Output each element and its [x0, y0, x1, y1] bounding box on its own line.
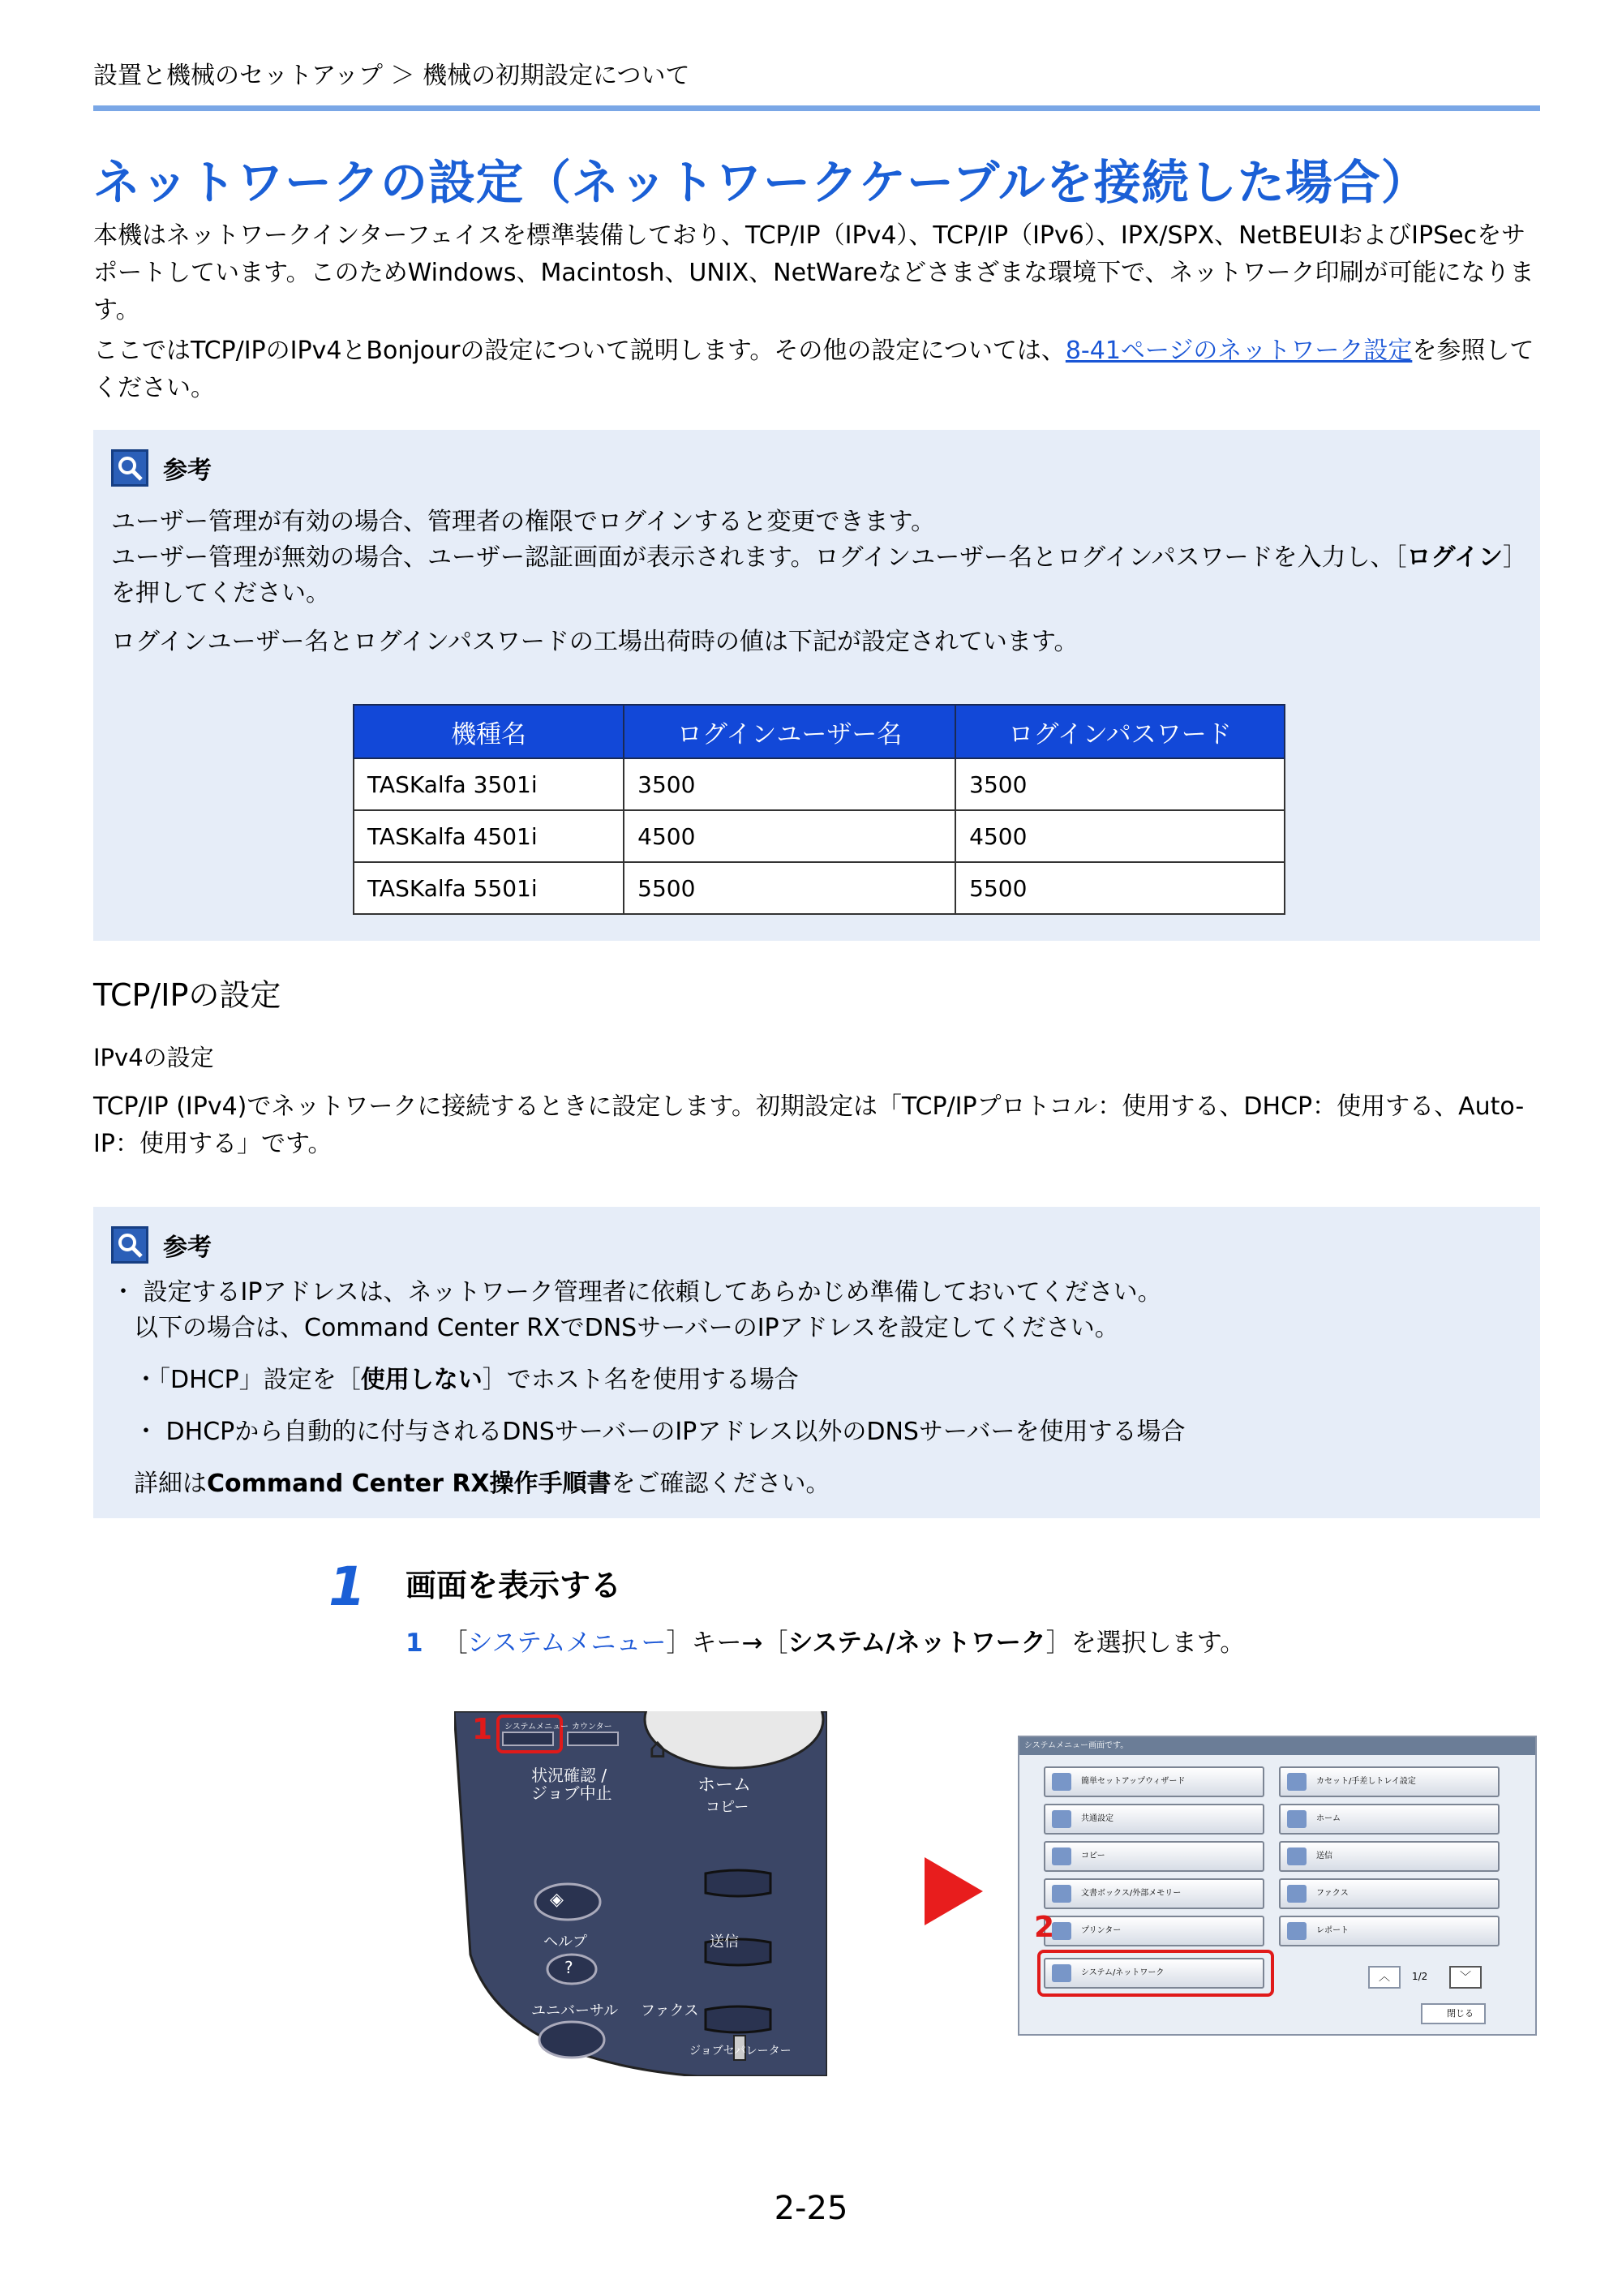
- arrow-right-icon: [925, 1857, 983, 1925]
- send-icon: [1287, 1848, 1307, 1865]
- sub1-tail: ］でホスト名を使用する場合: [482, 1366, 799, 1394]
- table-header: ログインパスワード: [955, 705, 1285, 758]
- home-settings-button[interactable]: [1279, 1804, 1500, 1835]
- wizard-icon: [1052, 1773, 1071, 1791]
- fax-key-label[interactable]: ファクス: [641, 2002, 699, 2019]
- job-separator-label: ジョブセパレーター: [689, 2045, 792, 2058]
- button-label: 送信: [1316, 1852, 1332, 1860]
- page-down-icon[interactable]: ﹀: [1449, 1966, 1482, 1989]
- detail-tail: をご確認ください。: [611, 1470, 830, 1498]
- note1-line1: ユーザー管理が有効の場合、管理者の権限でログインすると変更できます。: [111, 508, 936, 536]
- note2-sub-bullet-2: ・ DHCPから自動的に付与されるDNSサーバーのIPアドレス以外のDNSサーバーを使用する場合: [134, 1418, 1186, 1446]
- table-row: [354, 758, 1285, 810]
- button-label: ホーム: [1316, 1814, 1341, 1823]
- copy-settings-button[interactable]: [1044, 1841, 1264, 1872]
- common-settings-icon: [1052, 1810, 1071, 1828]
- network-settings-link[interactable]: 8-41ページのネットワーク設定: [1065, 337, 1413, 365]
- help-icon: ?: [564, 1958, 573, 1977]
- home-icon: ⌂: [649, 1732, 667, 1765]
- substep-text: ］キー→［: [666, 1629, 788, 1658]
- note-box-1: [93, 430, 1540, 941]
- button-label: 文書ボックス/外部メモリー: [1081, 1889, 1182, 1898]
- note2-sub-bullet-1: ・「DHCP」設定を［使用しない］でホスト名を使用する場合: [134, 1366, 799, 1394]
- note1-line2-tail: ］を押してください。: [111, 543, 1527, 607]
- page-up-icon[interactable]: ︿: [1368, 1966, 1401, 1989]
- document-box-button[interactable]: [1044, 1878, 1264, 1909]
- common-settings-button[interactable]: [1044, 1804, 1264, 1835]
- home-icon: [1287, 1810, 1307, 1828]
- report-button[interactable]: [1279, 1916, 1500, 1946]
- table-cell: 5500: [624, 862, 955, 914]
- page-number: 2-25: [774, 2190, 848, 2227]
- page-indicator: 1/2: [1412, 1971, 1428, 1982]
- note-box-2: [93, 1207, 1540, 1518]
- table-cell: TASKalfa 4501i: [354, 810, 624, 862]
- system-menu-link[interactable]: システムメニュー: [467, 1629, 667, 1658]
- system-network-highlight: [1037, 1950, 1274, 1997]
- header-rule: [93, 105, 1540, 111]
- magnifier-icon: [111, 1226, 148, 1264]
- table-cell: 4500: [624, 810, 955, 862]
- note-header: [111, 449, 212, 487]
- send-key-label[interactable]: 送信: [710, 1933, 739, 1951]
- note2-bullet1-text: 設定するIPアドレスは、ネットワーク管理者に依頼してあらかじめ準備しておいてください。: [143, 1278, 1162, 1307]
- manual-name: Command Center RX操作手順書: [207, 1470, 611, 1498]
- substep-text: ［: [442, 1629, 468, 1658]
- intro-paragraph-1: 本機はネットワークインターフェイスを標準装備しており、TCP/IP（IPv4）、TCP/IP（IPv6）、IPX/SPX、NetBEUIおよびIPSecをサポートしています。このためWindows、Macintosh、UNIX、NetWareなどさまざまな環境下で、ネットワーク印刷が可能になります。: [93, 221, 1534, 324]
- system-network-label: システム/ネットワーク: [787, 1629, 1046, 1658]
- copy-key-label[interactable]: コピー: [706, 1799, 749, 1816]
- subsection-heading: IPv4の設定: [93, 1044, 214, 1071]
- callout-marker-1: 1: [472, 1713, 493, 1746]
- close-button[interactable]: [1421, 2003, 1486, 2024]
- cassette-settings-button[interactable]: [1279, 1766, 1500, 1797]
- table-cell: 3500: [624, 758, 955, 810]
- button-label: レポート: [1316, 1926, 1349, 1935]
- login-defaults-table: [353, 704, 1285, 915]
- note-header: [111, 1226, 212, 1264]
- note2-detail: [134, 1466, 1553, 1502]
- ipv4-description: TCP/IP (IPv4)でネットワークに接続するときに設定します。初期設定は「TCP/IPプロトコル：使用する、DHCP：使用する、Auto-IP：使用する」です。: [93, 1092, 1525, 1158]
- document-box-icon: [1052, 1885, 1071, 1903]
- report-icon: [1287, 1922, 1307, 1940]
- table-row: [354, 862, 1285, 914]
- note1-line3: ログインユーザー名とログインパスワードの工場出荷時の値は下記が設定されています。: [111, 628, 1079, 656]
- detail-text: 詳細は: [134, 1470, 207, 1498]
- section-heading: TCP/IPの設定: [93, 977, 281, 1013]
- close-label: 閉じる: [1447, 2008, 1474, 2019]
- magnifier-icon: [111, 449, 148, 487]
- note1-line2-text: ユーザー管理が無効の場合、ユーザー認証画面が表示されます。ログインユーザー名とログインパスワードを入力し、［: [111, 543, 1407, 572]
- intro-paragraph-2: [93, 333, 1545, 407]
- cassette-icon: [1287, 1773, 1307, 1791]
- breadcrumb: 設置と機械のセットアップ ＞ 機械の初期設定について: [93, 62, 690, 90]
- home-key-label[interactable]: ホーム: [697, 1775, 752, 1796]
- printer-settings-button[interactable]: [1044, 1916, 1264, 1946]
- sub1-text: 「DHCP」設定を［: [158, 1366, 361, 1394]
- page-title: ネットワークの設定（ネットワークケーブルを接続した場合）: [93, 155, 1429, 210]
- button-label: 共通設定: [1081, 1814, 1114, 1823]
- diamond-icon: ◈: [550, 1890, 564, 1910]
- substep-text: ］を選択します。: [1045, 1629, 1246, 1658]
- table-header-row: [354, 705, 1285, 758]
- send-settings-button[interactable]: [1279, 1841, 1500, 1872]
- screen-title-bar: システムメニュー画面です。: [1019, 1737, 1535, 1755]
- help-key-label[interactable]: ヘルプ: [543, 1933, 587, 1951]
- login-key-label: ログイン: [1406, 543, 1503, 572]
- button-label: プリンター: [1081, 1926, 1122, 1935]
- printer-icon: [1052, 1922, 1071, 1940]
- callout-marker-2: 2: [1034, 1911, 1055, 1944]
- note2-bullet1-cont: 以下の場合は、Command Center RXでDNSサーバーのIPアドレスを設定してください。: [134, 1314, 1119, 1342]
- sub2-text: DHCPから自動的に付与されるDNSサーバーのIPアドレス以外のDNSサーバーを使用する場合: [165, 1418, 1186, 1446]
- table-cell: TASKalfa 5501i: [354, 862, 624, 914]
- copy-icon: [1052, 1848, 1071, 1865]
- substep-number: 1: [406, 1629, 423, 1658]
- button-label: ファクス: [1316, 1889, 1349, 1898]
- step-number: 1: [328, 1556, 366, 1618]
- step-title: 画面を表示する: [406, 1568, 622, 1603]
- universal-key-label[interactable]: ユニバーサル: [531, 2002, 619, 2019]
- note1-line2: [111, 540, 1530, 612]
- table-cell: 3500: [955, 758, 1285, 810]
- table-row: [354, 810, 1285, 862]
- operation-panel-illustration: [454, 1711, 827, 2076]
- fax-icon: [1287, 1885, 1307, 1903]
- sub1-bold: 使用しない: [360, 1366, 483, 1394]
- substep-1: [406, 1622, 1245, 1659]
- table-cell: TASKalfa 3501i: [354, 758, 624, 810]
- counter-key-label[interactable]: カウンター: [572, 1723, 612, 1732]
- button-label: 簡単セットアップウィザード: [1081, 1777, 1186, 1786]
- status-job-cancel-label[interactable]: 状況確認 / ジョブ中止: [531, 1766, 612, 1803]
- note2-bullet1: ・ 設定するIPアドレスは、ネットワーク管理者に依頼してあらかじめ準備しておいてください。: [111, 1278, 1162, 1307]
- button-label: コピー: [1081, 1852, 1105, 1860]
- button-label: カセット/手差しトレイ設定: [1316, 1777, 1416, 1786]
- table-header: ログインユーザー名: [624, 705, 955, 758]
- fax-settings-button[interactable]: [1279, 1878, 1500, 1909]
- table-header: 機種名: [354, 705, 624, 758]
- system-menu-screen-illustration: [1018, 1736, 1537, 2036]
- table-cell: 5500: [955, 862, 1285, 914]
- note-label: 参考: [163, 457, 212, 485]
- quick-setup-button[interactable]: [1044, 1766, 1264, 1797]
- intro-p2-tail: を参照してください。: [93, 337, 1534, 402]
- intro-p2-text: ここではTCP/IPのIPv4とBonjourの設定について説明します。その他の設定については、: [93, 337, 1066, 365]
- note-label: 参考: [163, 1234, 212, 1262]
- table-cell: 4500: [955, 810, 1285, 862]
- system-menu-key-label[interactable]: システムメニュー: [504, 1723, 569, 1732]
- button-label: システム/ネットワーク: [1081, 1968, 1165, 1977]
